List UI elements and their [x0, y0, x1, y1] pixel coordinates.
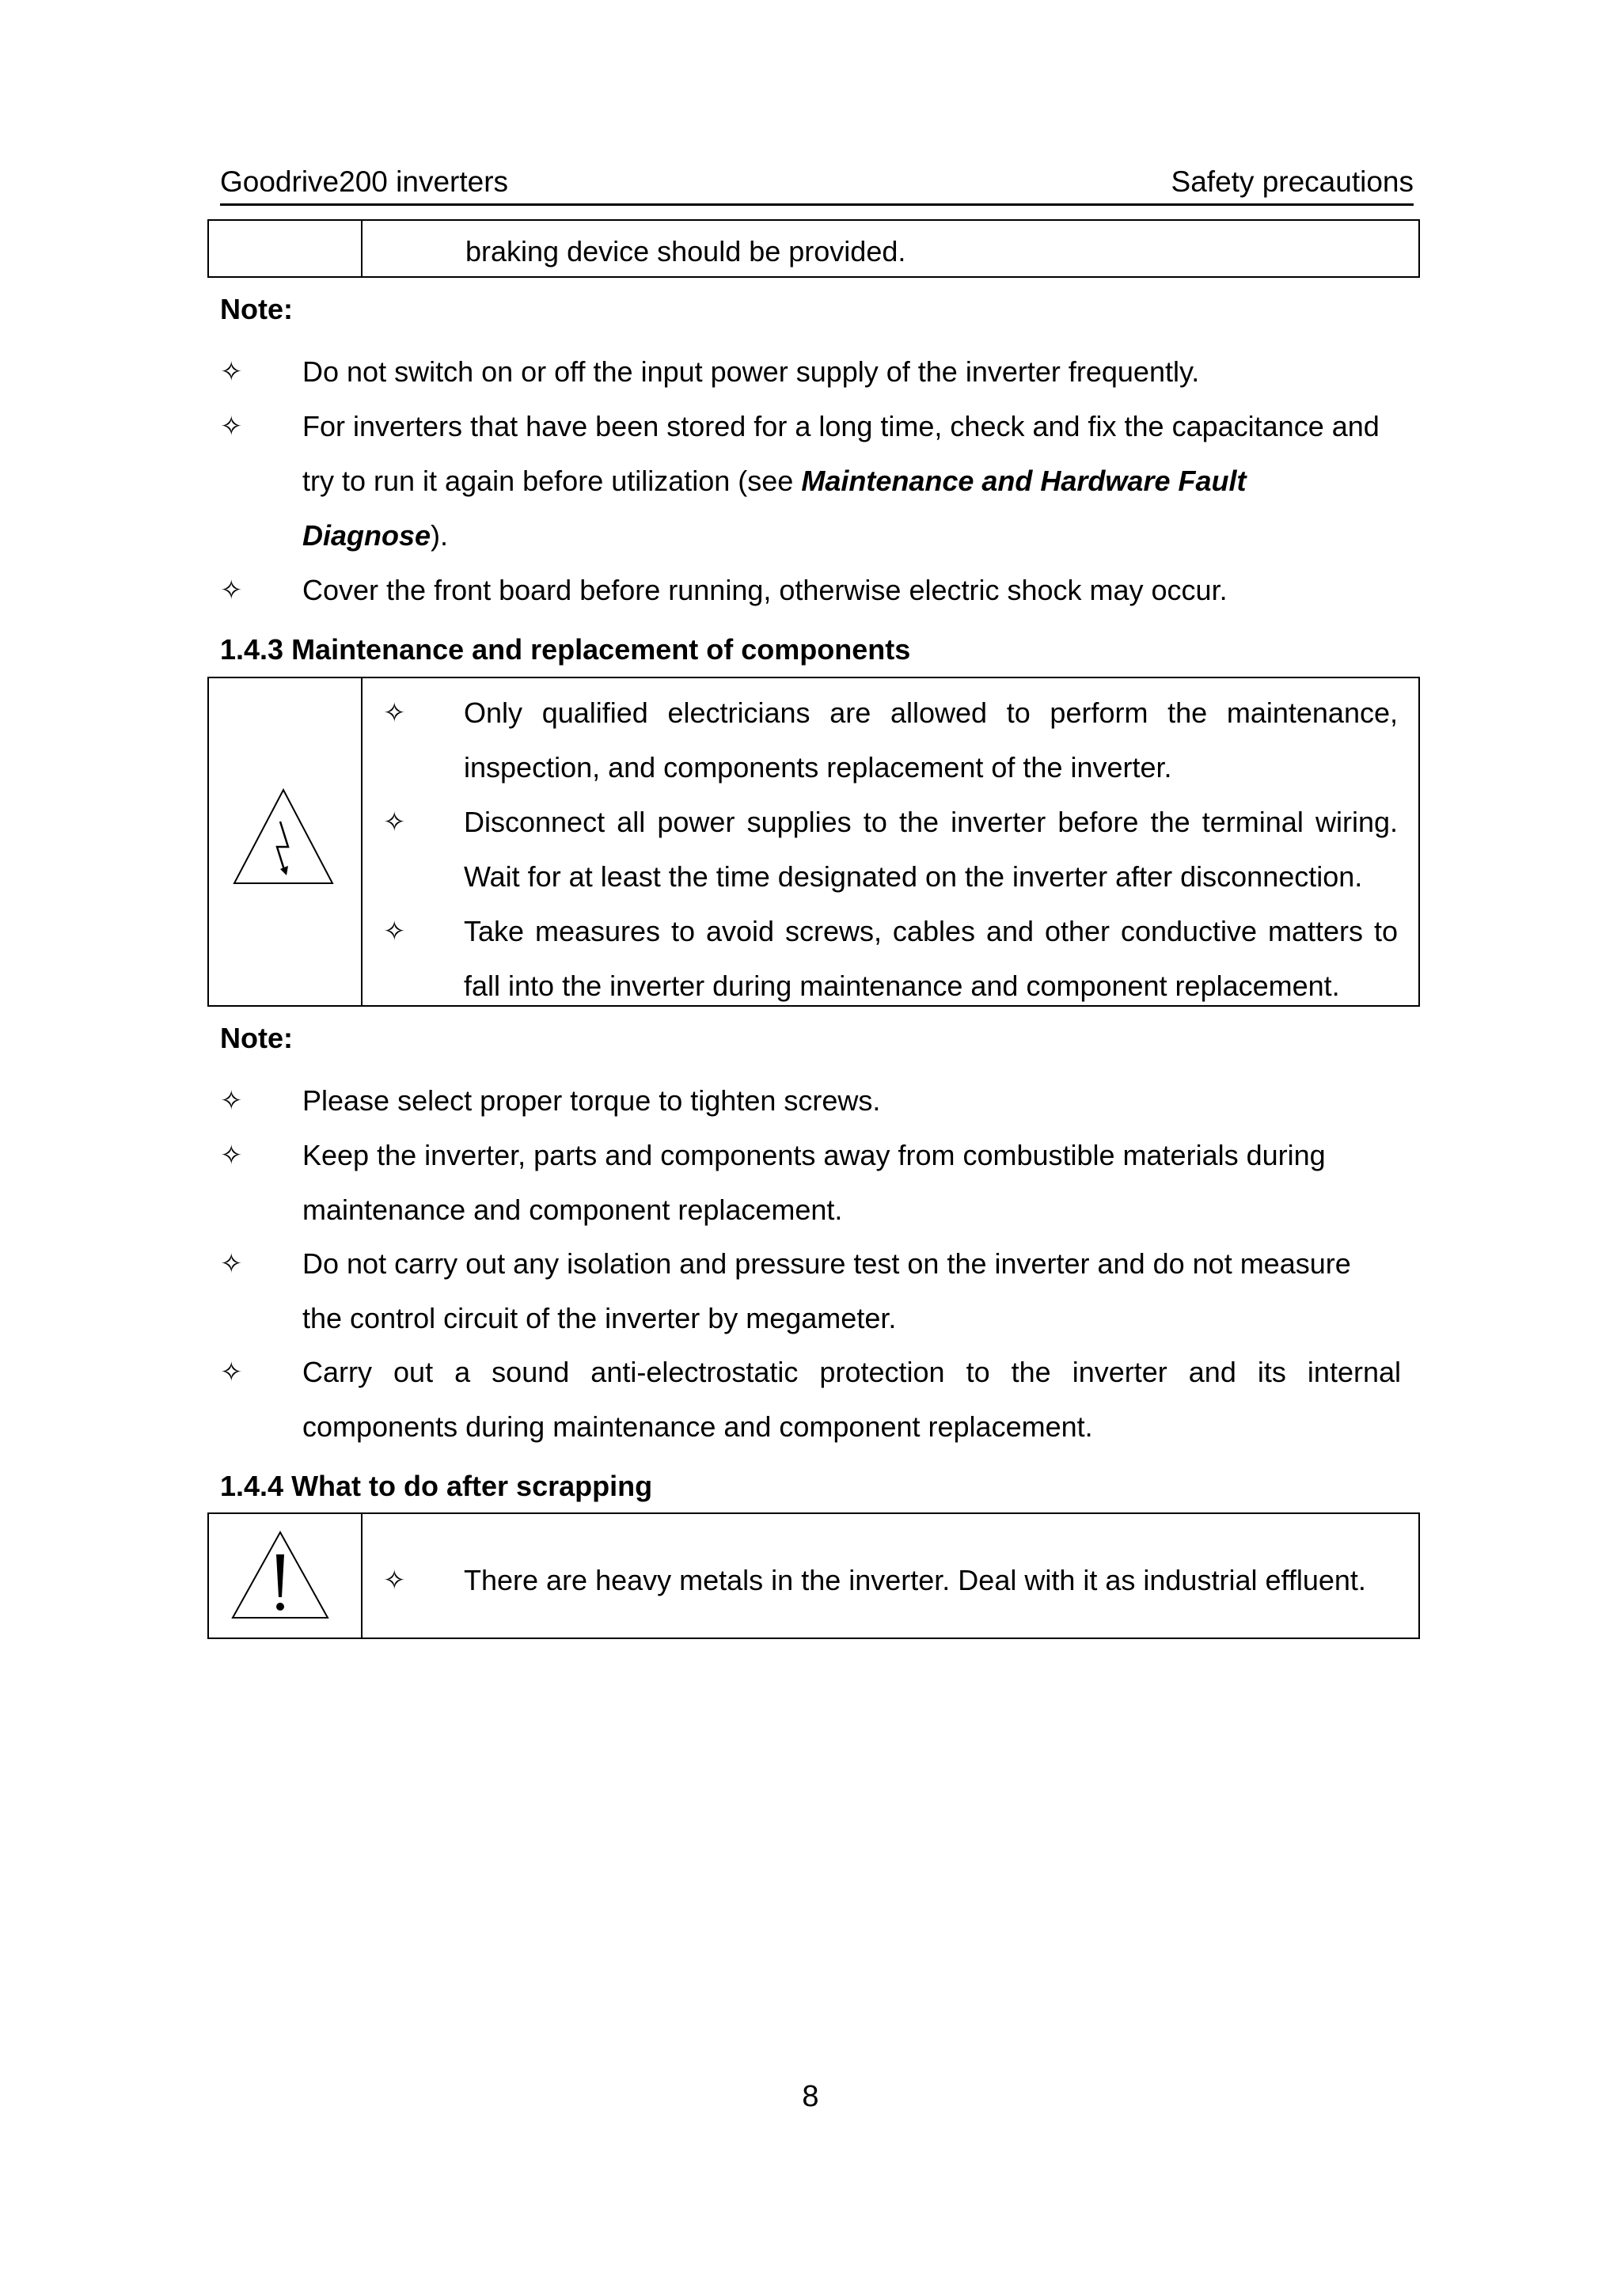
note1-item-2-line2 [302, 465, 1246, 498]
bullet-icon: ✧ [220, 1140, 243, 1171]
bullet-icon: ✧ [383, 807, 406, 837]
table-divider [361, 678, 363, 1005]
electric-hazard-icon [233, 788, 334, 885]
note2-item-1: Please select proper torque to tighten screws. [302, 1084, 881, 1117]
reference-link-text: Maintenance and Hardware Fault [801, 465, 1247, 497]
note-label: Note: [220, 293, 293, 325]
section-heading: 1.4.3 Maintenance and replacement of components [220, 633, 911, 666]
warning-exclamation-icon [231, 1531, 329, 1619]
table-divider [361, 221, 363, 276]
s144-item: There are heavy metals in the inverter. Deal with it as industrial effluent. [464, 1564, 1366, 1596]
note1-item-2-text: ). [431, 519, 449, 552]
note1-item-1: Do not switch on or off the input power supply of the inverter frequently. [302, 355, 1200, 388]
note2-item-4-line2: components during maintenance and component replacement. [302, 1410, 1093, 1443]
bullet-icon: ✧ [220, 357, 243, 387]
bullet-icon: ✧ [220, 1357, 243, 1387]
note1-item-2-text: try to run it again before utilization (see [302, 465, 802, 497]
page-header [220, 162, 1414, 206]
bullet-icon: ✧ [383, 1565, 406, 1596]
s143-item-1-line1: Only qualified electricians are allowed to perform the maintenance, [464, 696, 1398, 729]
s143-item-2-line1: Disconnect all power supplies to the inverter before the terminal wiring. [464, 806, 1398, 838]
s143-item-3-line1: Take measures to avoid screws, cables and other conductive matters to [464, 915, 1398, 947]
note1-item-3: Cover the front board before running, otherwise electric shock may occur. [302, 574, 1228, 606]
table-divider [361, 1514, 363, 1638]
note-label: Note: [220, 1022, 293, 1054]
note2-item-2-line2: maintenance and component replacement. [302, 1194, 843, 1226]
s143-item-3-line2: fall into the inverter during maintenance and component replacement. [464, 970, 1340, 1002]
continuation-text: braking device should be provided. [465, 235, 906, 268]
bullet-icon: ✧ [220, 1086, 243, 1116]
note2-item-4-line1: Carry out a sound anti-electrostatic protection to the inverter and its internal [302, 1356, 1401, 1388]
note2-item-3-line1: Do not carry out any isolation and pressure test on the inverter and do not measure [302, 1247, 1351, 1280]
reference-link-text: Diagnose [302, 519, 431, 552]
header-section: Safety precautions [1171, 165, 1414, 198]
note1-item-2-line3 [302, 519, 448, 552]
bullet-icon: ✧ [220, 1249, 243, 1279]
s143-item-1-line2: inspection, and components replacement of the inverter. [464, 751, 1172, 784]
note2-item-3-line2: the control circuit of the inverter by megameter. [302, 1302, 897, 1334]
note2-item-2-line1: Keep the inverter, parts and components away from combustible materials during [302, 1139, 1326, 1171]
s143-item-2-line2: Wait for at least the time designated on the inverter after disconnection. [464, 860, 1363, 893]
bullet-icon: ✧ [383, 917, 406, 947]
section-heading: 1.4.4 What to do after scrapping [220, 1470, 653, 1502]
bullet-icon: ✧ [220, 412, 243, 442]
continuation-table [207, 219, 1420, 278]
page-number: 8 [802, 2080, 819, 2113]
bullet-icon: ✧ [220, 575, 243, 605]
header-title: Goodrive200 inverters [220, 165, 509, 198]
note1-item-2-line1: For inverters that have been stored for a long time, check and fix the capacitance and [302, 410, 1380, 442]
bullet-icon: ✧ [383, 698, 406, 728]
